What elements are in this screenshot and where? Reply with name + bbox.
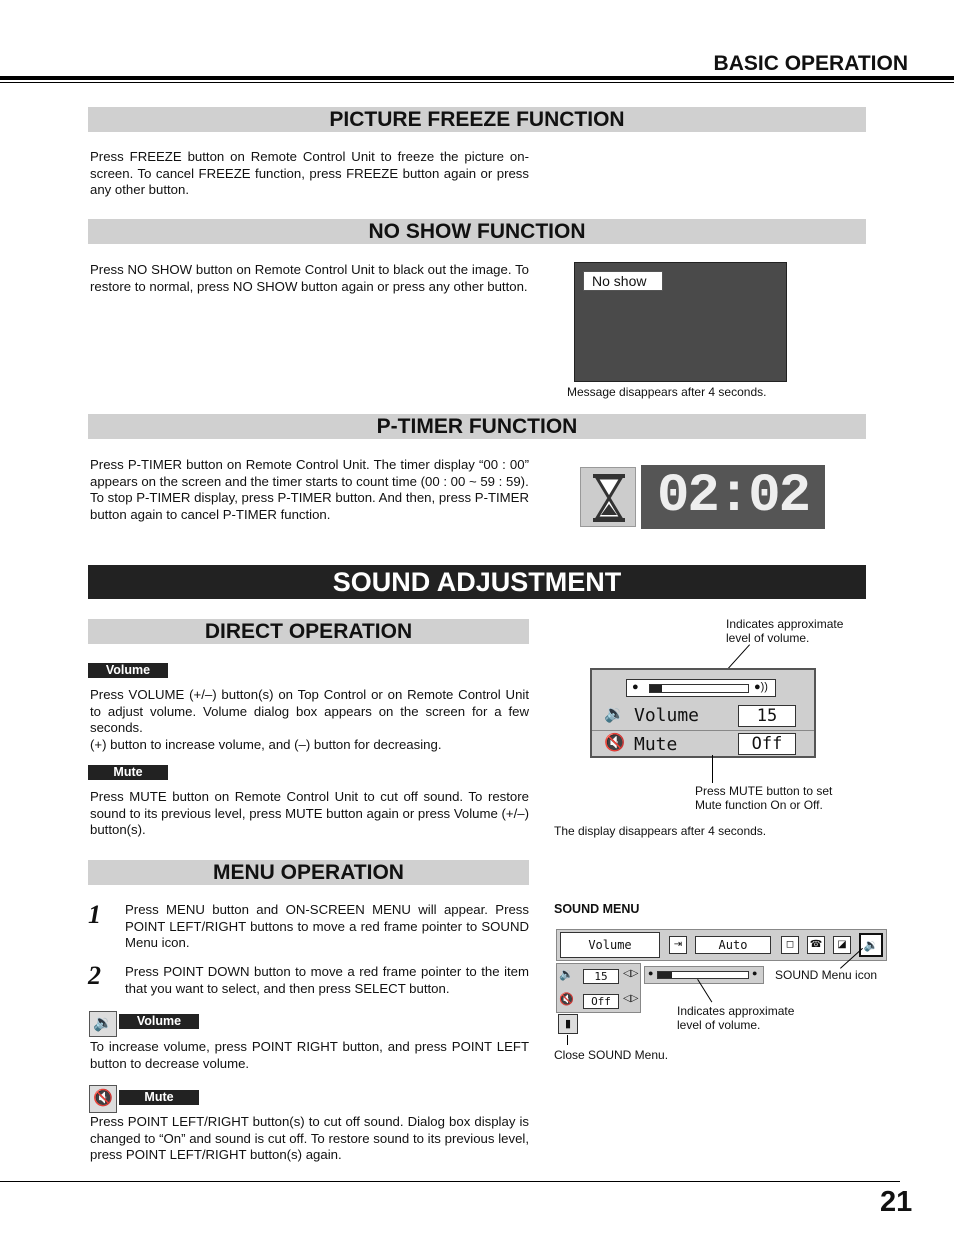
ptimer-heading: P-TIMER FUNCTION — [88, 414, 866, 439]
volume-menu-icon: 🔉 — [89, 1011, 117, 1037]
freeze-heading: PICTURE FREEZE FUNCTION — [88, 107, 866, 132]
mute-icon: 🔇 — [604, 733, 626, 752]
sound-menu-mode[interactable]: Auto — [695, 936, 771, 954]
mute-callout-line — [712, 755, 713, 783]
submenu-speaker-low-icon: ● — [648, 968, 654, 978]
input-icon[interactable]: ⇥ — [669, 936, 687, 954]
footer-rule — [0, 1181, 900, 1182]
noshow-screen — [574, 262, 787, 382]
close-callout-line — [567, 1035, 568, 1045]
menu-mute-tag: Mute — [119, 1090, 199, 1105]
speaker-low-icon: ● — [632, 681, 639, 693]
direct-volume-text-2: (+) button to increase volume, and (–) button for decreasing. — [90, 736, 442, 752]
noshow-text: Press NO SHOW button on Remote Control Unit to black out the image. To restore to normal, press NO SHOW button again or press any other button. — [90, 262, 529, 294]
direct-volume-text — [90, 687, 529, 753]
noshow-heading: NO SHOW FUNCTION — [88, 219, 866, 244]
volume-dialog — [590, 668, 816, 758]
submenu-level-bar — [644, 966, 764, 984]
submenu-mute-icon: 🔇 — [559, 992, 574, 1006]
sound-menu-title: Volume — [560, 932, 660, 958]
header-rule-thin — [0, 82, 954, 83]
header-rule — [0, 76, 954, 80]
step-1-number: 1 — [88, 900, 101, 929]
submenu-volume-value: 15 — [583, 969, 619, 984]
sound-menu-heading: SOUND MENU — [554, 902, 640, 916]
menu-volume-text: To increase volume, press POINT RIGHT button, and press POINT LEFT button to decrease volume. — [90, 1039, 529, 1071]
ptimer-text-2: To stop P-TIMER display, press P-TIMER button. And then, press P-TIMER button again to cancel P-TIMER function. — [90, 490, 529, 522]
dialog-divider — [592, 730, 814, 731]
submenu-level-fill — [658, 972, 672, 978]
volume-arrows-icon[interactable]: ◁▷ — [623, 968, 639, 979]
dialog-volume-label: Volume — [634, 705, 700, 726]
mute-tag: Mute — [88, 765, 168, 780]
menu-operation-heading: MENU OPERATION — [88, 860, 529, 885]
section-title: BASIC OPERATION — [713, 52, 908, 75]
level-track — [649, 684, 749, 693]
mute-callout: Press MUTE button to set Mute function On or Off. — [695, 784, 833, 812]
dialog-mute-label: Mute — [634, 734, 678, 755]
step-2-text: Press POINT DOWN button to move a red frame pointer to the item that you want to select, and then press SELECT button. — [125, 964, 529, 996]
volume-icon: 🔉 — [604, 704, 626, 723]
volume-level-bar — [626, 679, 776, 697]
sound-submenu — [556, 963, 641, 1013]
ptimer-text — [90, 457, 529, 523]
hourglass-icon — [580, 467, 636, 527]
menu-volume-tag: Volume — [119, 1014, 199, 1029]
direct-mute-text: Press MUTE button on Remote Control Unit to cut off sound. To restore sound to its previous level, press MUTE button again or press Volume (+/–) button(s). — [90, 789, 529, 837]
noshow-label: No show — [583, 271, 663, 291]
sound-menu-bar — [556, 929, 887, 961]
image-icon[interactable]: ◻ — [781, 936, 799, 954]
sound-adjustment-heading: SOUND ADJUSTMENT — [88, 565, 866, 599]
submenu-volume-icon: 🔉 — [559, 967, 574, 981]
submenu-mute-value: Off — [583, 994, 619, 1009]
level-callout: Indicates approximate level of volume. — [726, 617, 844, 645]
freeze-text: Press FREEZE button on Remote Control Unit to freeze the picture on-screen. To cancel FREEZE function, press FREEZE button again or press any other button. — [90, 149, 529, 197]
close-menu-callout: Close SOUND Menu. — [554, 1048, 669, 1062]
level-fill — [650, 685, 662, 692]
ptimer-text-1: Press P-TIMER button on Remote Control Unit. The timer display “00 : 00” appears on the screen and the timer starts to count time (00 : 00 ~ 59 : 59). — [90, 457, 529, 489]
page-number: 21 — [880, 1186, 913, 1218]
dialog-volume-value: 15 — [738, 705, 796, 727]
submenu-level-track — [657, 971, 749, 979]
timer-display: 02:02 — [641, 465, 825, 529]
close-menu-icon[interactable]: ▮ — [558, 1014, 578, 1034]
submenu-level-callout: Indicates approximate level of volume. — [677, 1004, 795, 1032]
step-2-number: 2 — [88, 961, 101, 990]
direct-operation-heading: DIRECT OPERATION — [88, 619, 529, 644]
step-1-text: Press MENU button and ON-SCREEN MENU will appear. Press POINT LEFT/RIGHT buttons to move a red frame pointer to SOUND Menu icon. — [125, 902, 529, 950]
dialog-mute-value: Off — [738, 733, 796, 755]
direct-caption: The display disappears after 4 seconds. — [554, 824, 767, 838]
submenu-speaker-high-icon: ● — [752, 968, 758, 978]
mute-arrows-icon[interactable]: ◁▷ — [623, 993, 639, 1004]
screen-icon[interactable]: ◪ — [833, 936, 851, 954]
menu-mute-text: Press POINT LEFT/RIGHT button(s) to cut off sound. Dialog box display is changed to “On” and sound is cut off. To restore sound to its previous level, press POINT LEFT/RIGHT button(s) again. — [90, 1114, 529, 1162]
direct-volume-text-1: Press VOLUME (+/–) button(s) on Top Control or on Remote Control Unit to adjust volume. Volume dialog box appears on the screen for a few seconds. — [90, 687, 529, 735]
mute-menu-icon: 🔇 — [89, 1085, 117, 1113]
speaker-high-icon: ●)) — [754, 681, 768, 693]
noshow-caption: Message disappears after 4 seconds. — [567, 385, 767, 399]
sound-menu-icon[interactable]: 🔉 — [859, 933, 883, 957]
sound-icon-callout: SOUND Menu icon — [775, 968, 878, 982]
setting-icon[interactable]: ☎ — [807, 936, 825, 954]
volume-tag: Volume — [88, 663, 168, 678]
